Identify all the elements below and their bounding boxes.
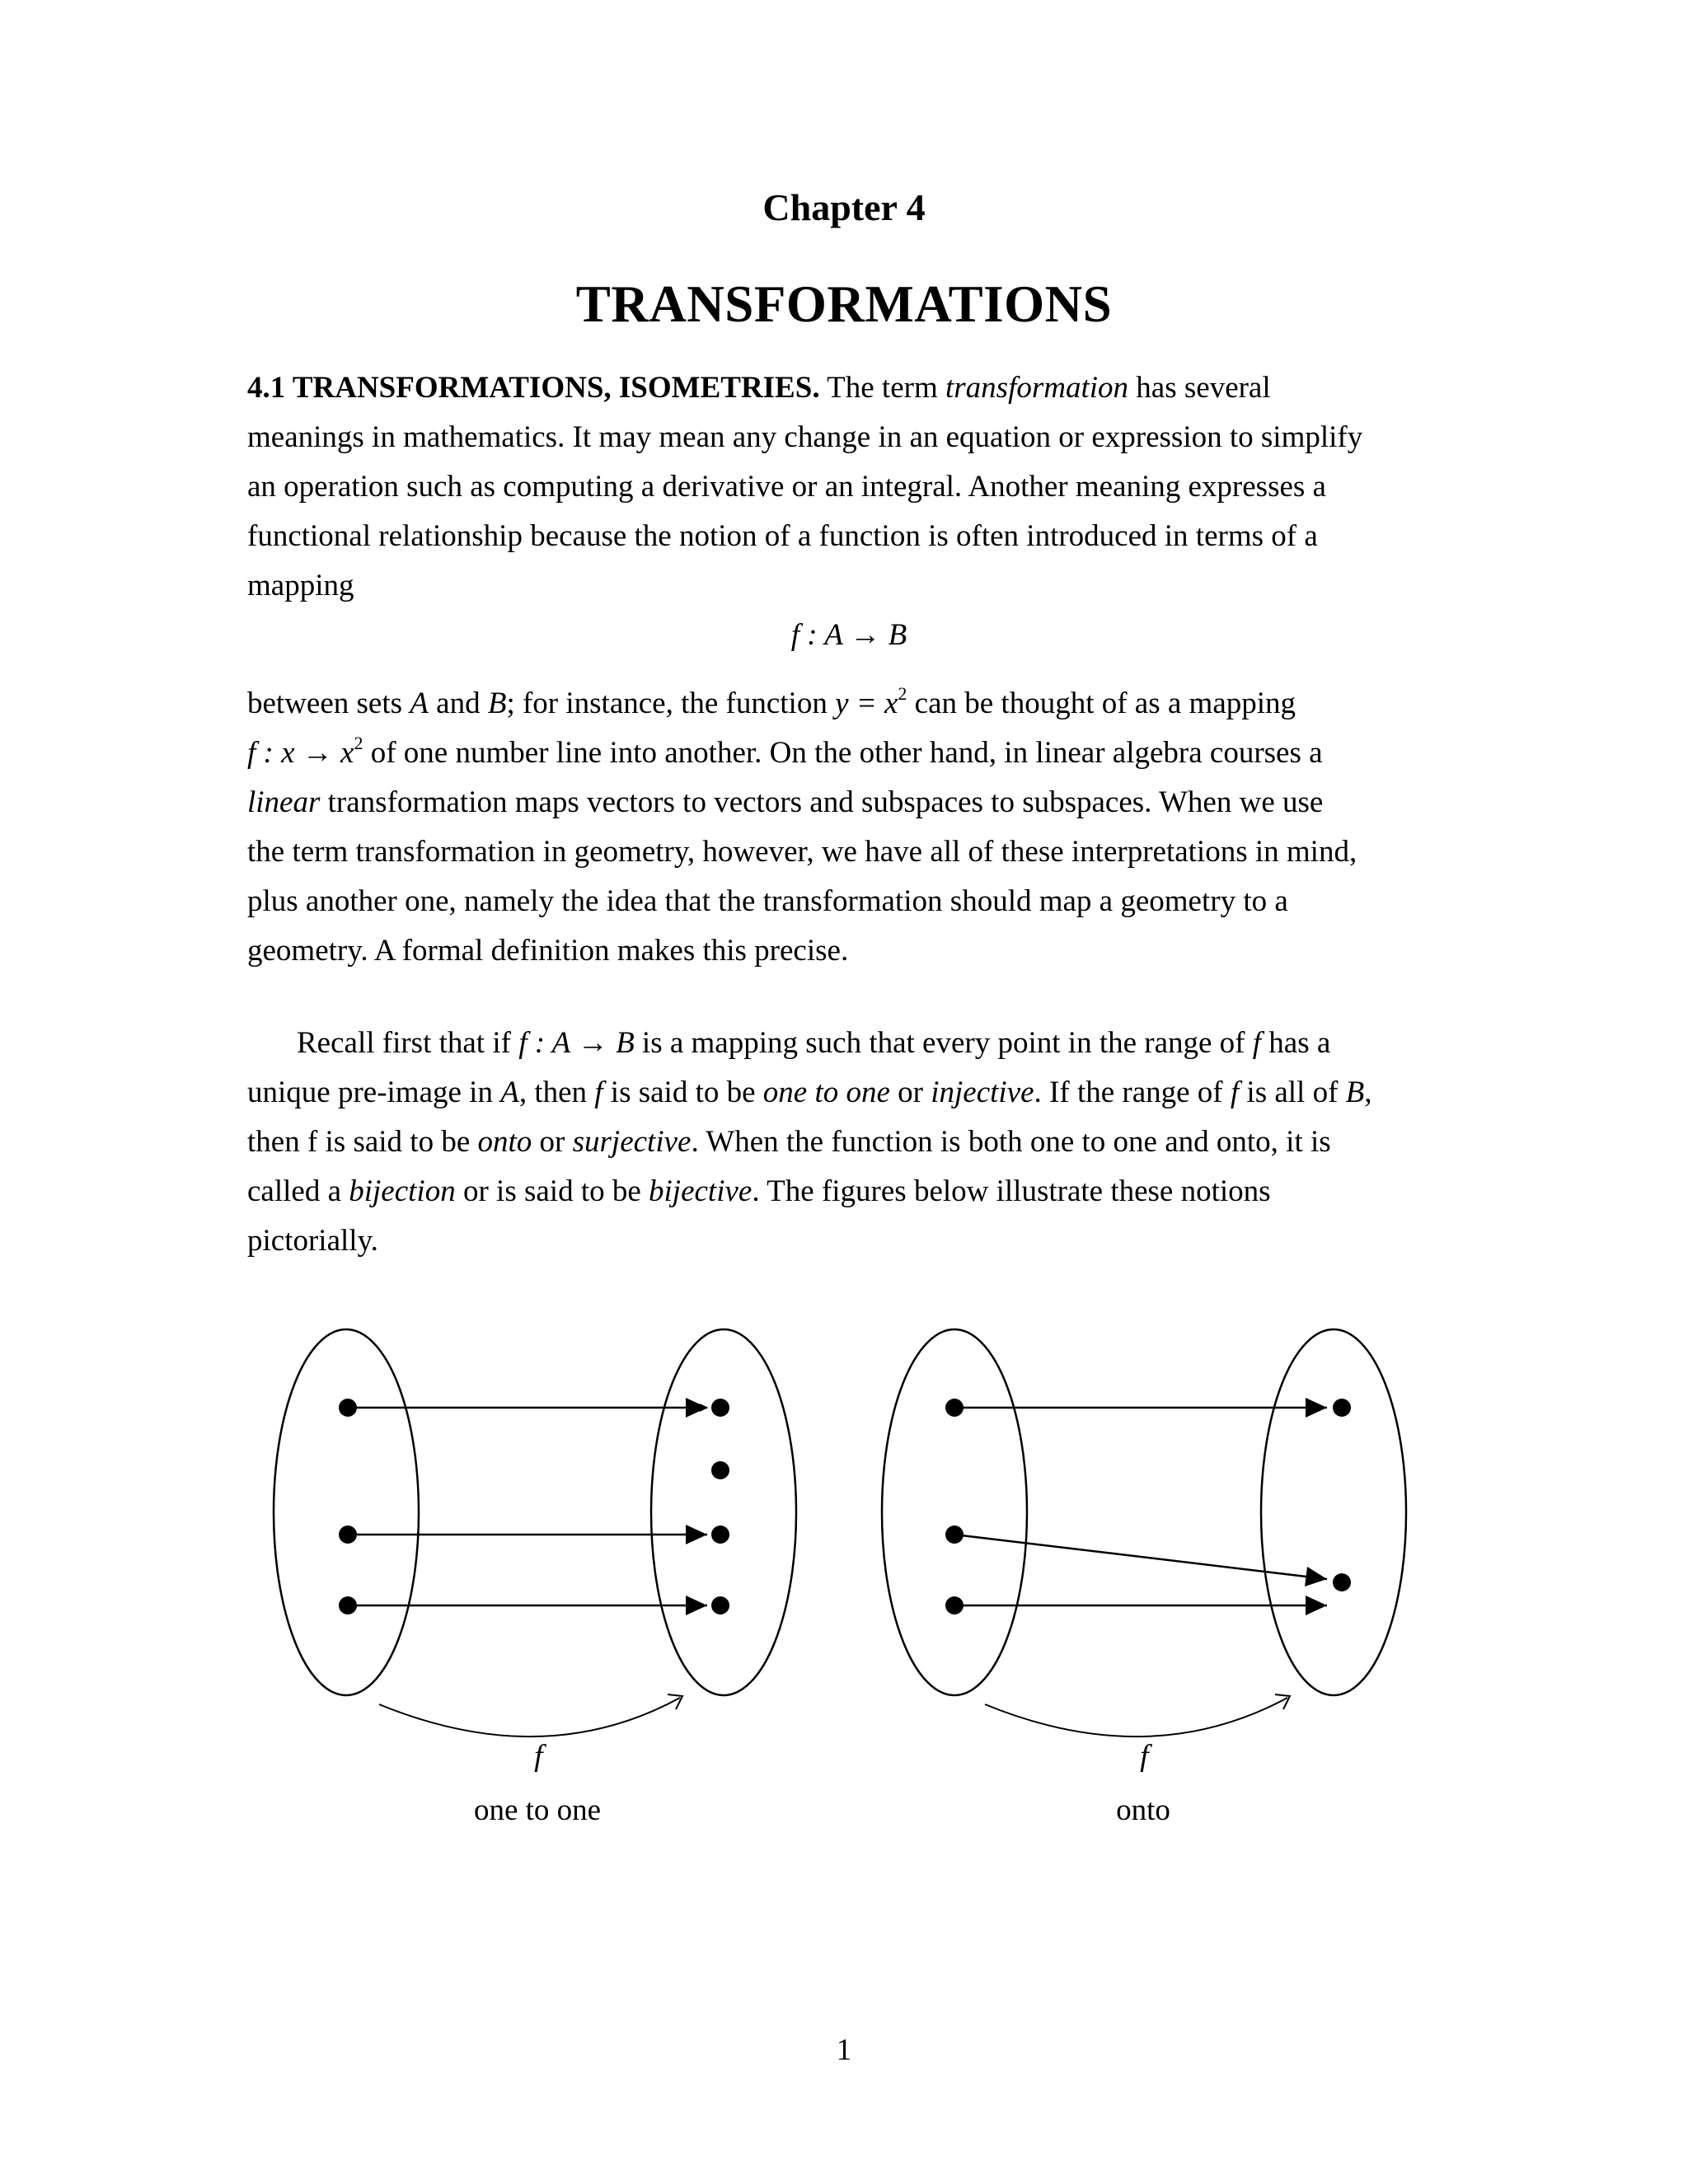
function-curve-arrowhead [1275,1694,1290,1709]
math-var: f [1252,1026,1262,1060]
display-equation: f : A → B [790,618,907,652]
codomain-set-B [651,1329,796,1695]
paragraph-intro [247,363,1451,660]
mapping-arrowhead [686,1525,707,1544]
math-var: A [410,687,429,720]
text-line: plus another one, namely the idea that the transformation should map a geometry to a [247,884,1288,918]
term-surjective: surjective [572,1125,692,1159]
term-onto: onto [477,1125,532,1159]
text-span: ; for instance, the function [506,687,836,720]
text-span: unique pre-image in [247,1076,501,1109]
text-span: between sets [247,687,410,720]
text-span: then f is said to be [247,1125,478,1159]
mapping-arrowhead [1305,1567,1327,1586]
mapping-arrowhead [686,1398,707,1418]
text-span: , then [518,1076,595,1109]
paragraph-definitions [247,1019,1451,1266]
text-line: functional relationship because the notion of a function is often introduced in terms of a [247,519,1318,553]
codomain-point [1333,1399,1351,1417]
math-var: B [1345,1076,1365,1109]
text-span: The term [819,371,945,405]
text-line: the term transformation in geometry, however, we have all of these interpretations in mind, [247,835,1357,869]
math-var: A [500,1076,519,1109]
function-curve-arrowhead [668,1694,682,1709]
text-span: or is said to be [455,1174,649,1208]
text-span: , [1364,1076,1372,1109]
text-span: . The figures below illustrate these notions [752,1174,1271,1208]
text-span: transformation maps vectors to vectors and subspaces to subspaces. When we use [320,785,1324,819]
caption-one-to-one: one to one [473,1793,602,1827]
text-span: can be thought of as a mapping [907,687,1296,720]
exponent: 2 [898,683,907,704]
text-span: or [889,1076,931,1109]
math-var: B [487,687,507,720]
math-var: f [594,1076,603,1109]
domain-set-A [274,1329,419,1695]
text-span: and [428,687,488,720]
mapping-figures [247,1310,1434,1772]
function-curve-arrow [379,1698,680,1736]
function-curve-arrow [985,1698,1287,1736]
mapping-arrowhead [1306,1398,1327,1418]
text-span: called a [247,1174,349,1208]
function-label-right: f [1140,1739,1149,1772]
term-one-to-one: one to one [762,1076,890,1109]
text-span: is all of [1239,1076,1346,1109]
codomain-point [1333,1573,1351,1591]
codomain-point [711,1526,729,1544]
mapping-arrowhead [686,1596,707,1615]
text-line: pictorially. [247,1224,378,1258]
chapter-heading: Chapter 4 [762,186,926,228]
term-bijection: bijection [349,1174,456,1208]
text-span: is a mapping such that every point in the range of [634,1026,1253,1060]
text-span: is said to be [603,1076,763,1109]
text-line: geometry. A formal definition makes this precise. [247,934,849,968]
math-var: f [1230,1076,1240,1109]
function-label-left: f [534,1739,543,1772]
inline-equation: y = x [835,687,898,720]
section-heading: 4.1 TRANSFORMATIONS, ISOMETRIES. [247,371,820,405]
text-span: of one number line into another. On the other hand, in linear algebra courses a [363,736,1323,770]
term-linear: linear [247,785,321,819]
onto-diagram [882,1329,1406,1736]
text-span: . When the function is both one to one and onto, it is [691,1125,1331,1159]
exponent: 2 [354,733,363,753]
page-number: 1 [836,2033,852,2067]
text-line: meanings in mathematics. It may mean any change in an equation or expression to simplify [247,420,1363,454]
text-span: has several [1128,371,1271,405]
chapter-title: TRANSFORMATIONS [575,275,1113,333]
term-bijective: bijective [649,1174,753,1208]
text-line: an operation such as computing a derivative or an integral. Another meaning expresses a [247,470,1326,504]
text-span: Recall first that if [297,1026,519,1060]
term-injective: injective [931,1076,1034,1109]
domain-set-A [882,1329,1027,1695]
mapping-arrowhead [1306,1596,1327,1615]
text-span: . If the range of [1034,1076,1231,1109]
one-to-one-diagram [274,1329,796,1736]
caption-onto: onto [1116,1793,1170,1827]
inline-equation: f : A → B [518,1026,635,1060]
codomain-set-B [1261,1329,1406,1695]
term-transformation: transformation [945,371,1129,405]
codomain-point [711,1596,729,1615]
text-span: has a [1261,1026,1331,1060]
codomain-point [711,1399,729,1417]
text-line: mapping [247,569,354,602]
mapping-arrow [954,1535,1327,1579]
codomain-point [711,1461,729,1479]
paragraph-mapping [247,679,1451,976]
inline-equation: f : x → x [247,736,354,770]
text-span: or [532,1125,573,1159]
